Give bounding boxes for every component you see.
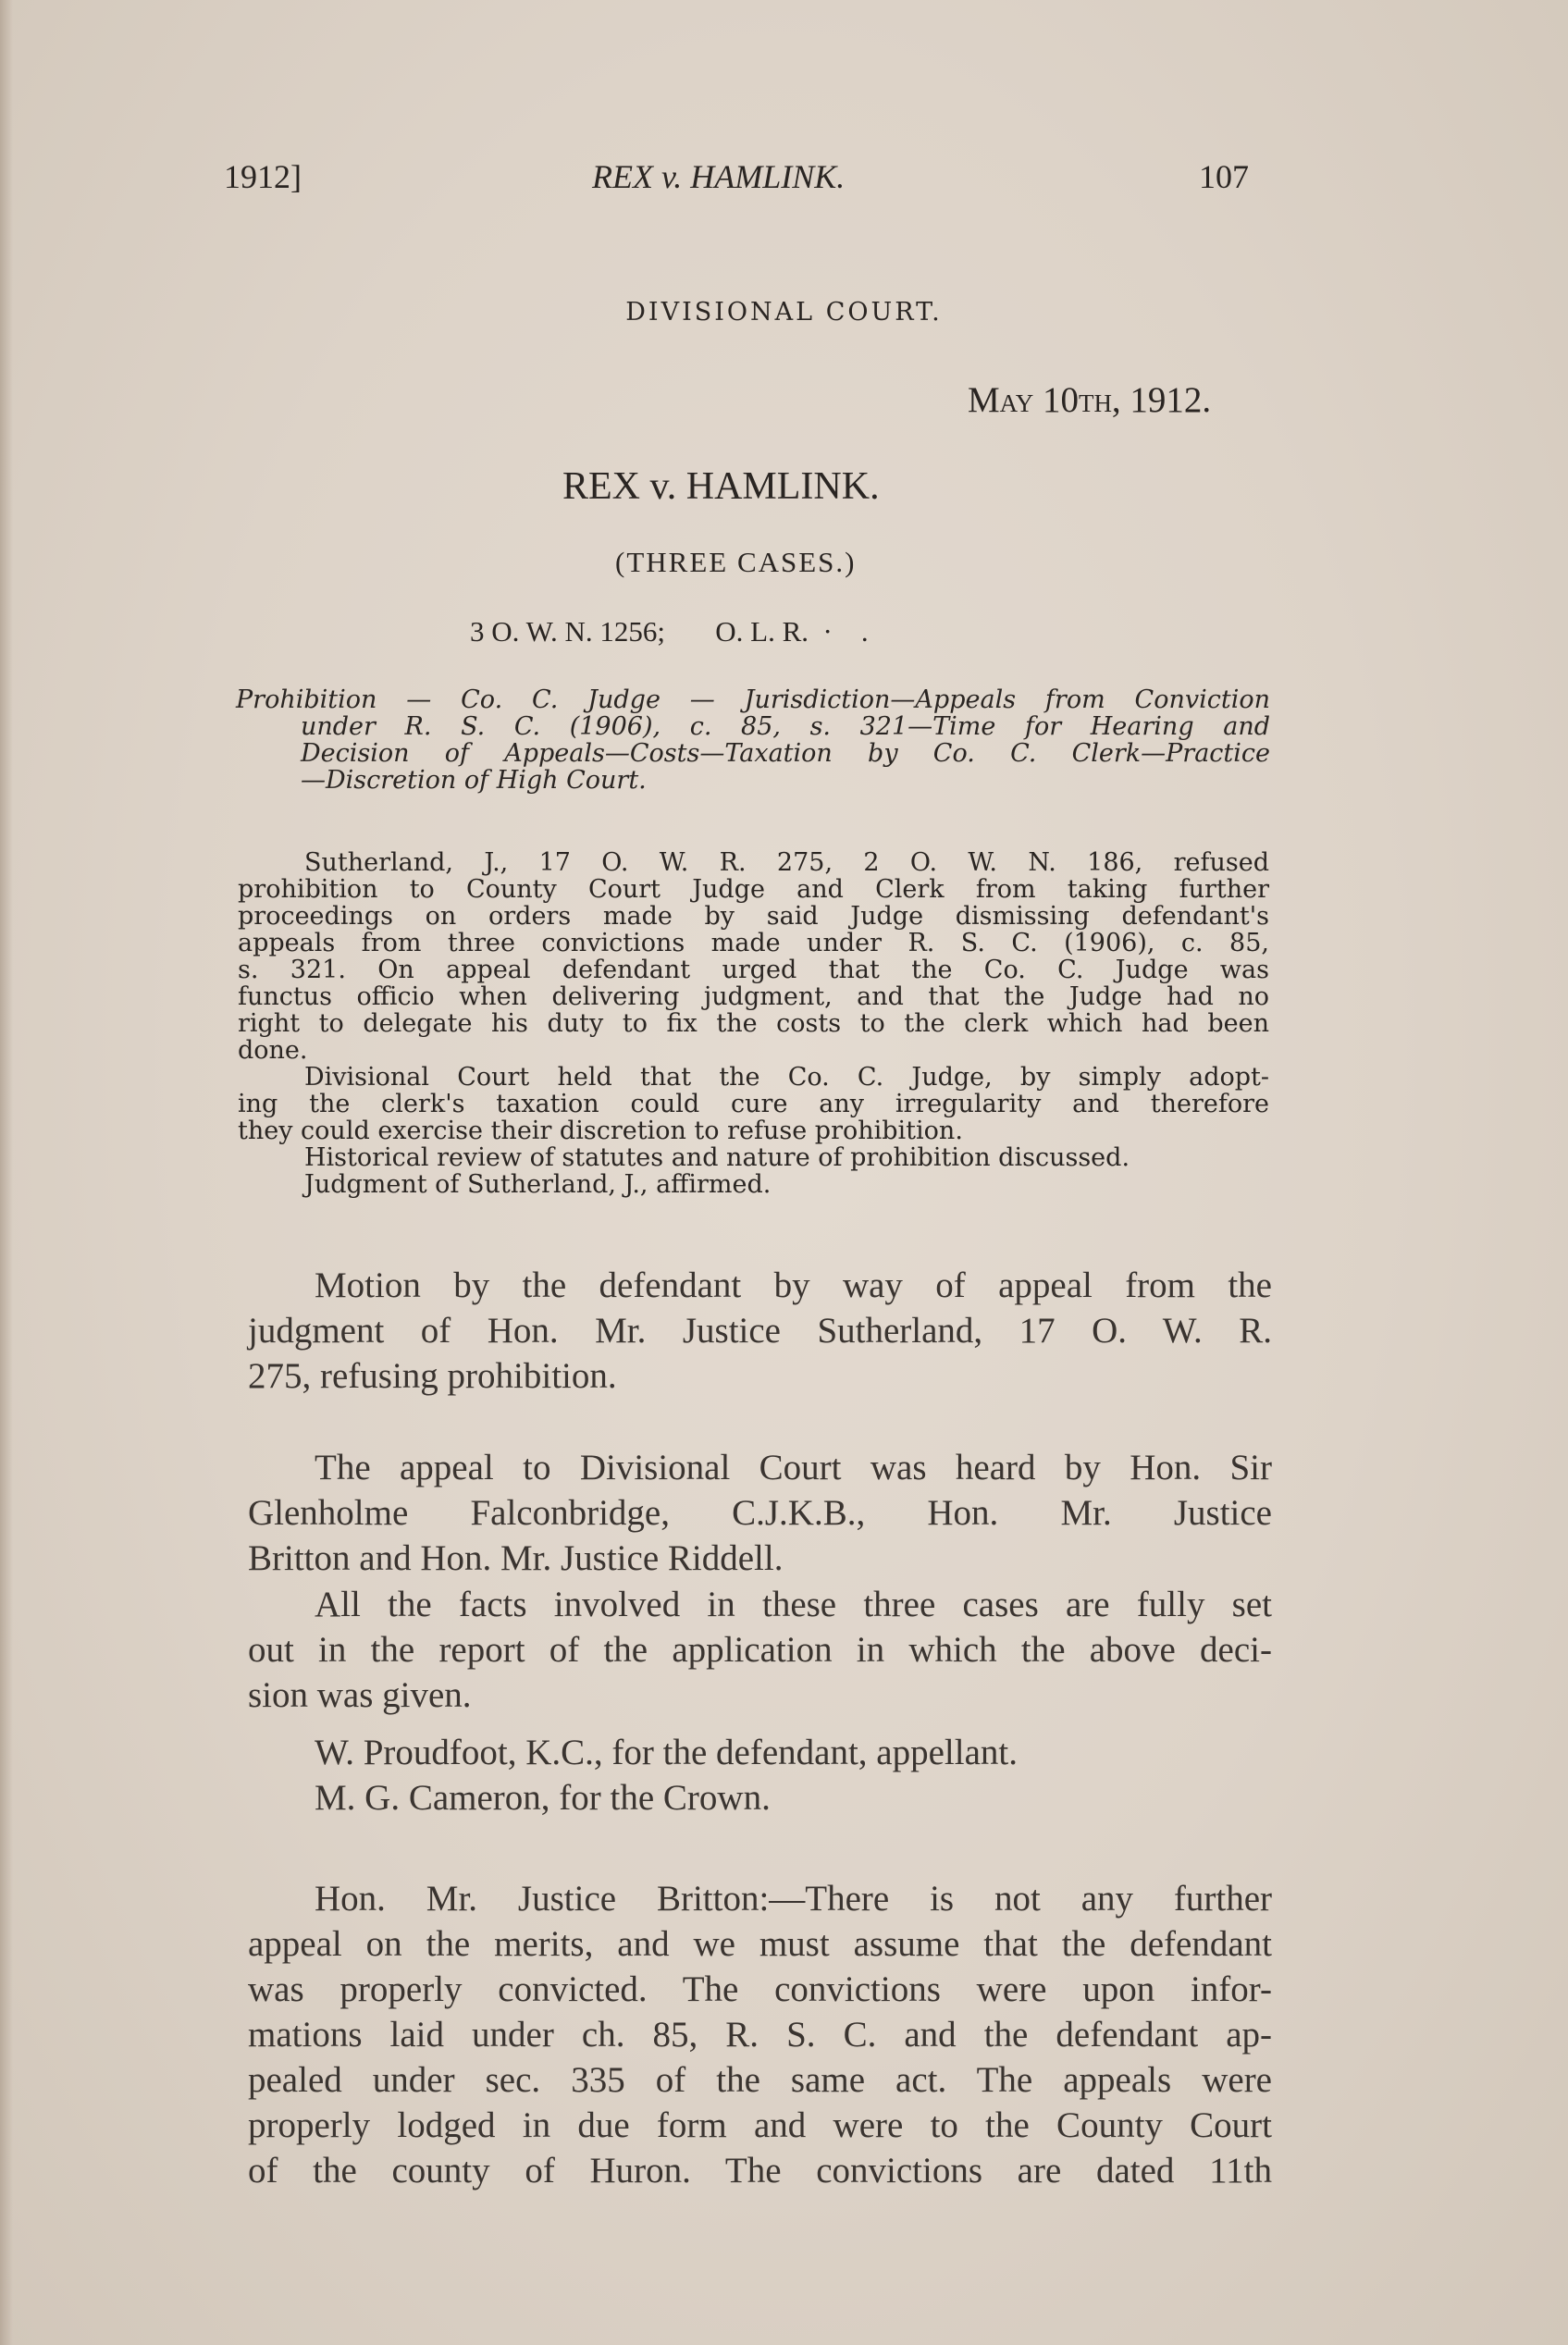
headnote-line: under R. S. C. (1906), c. 85, s. 321—Time for Hearing and [301, 712, 1270, 741]
case-subtitle: (THREE CASES.) [615, 546, 857, 578]
headnote [236, 686, 1270, 794]
summary-line: they could exercise their discretion to refuse prohibition. [238, 1117, 963, 1145]
body-line: mations laid under ch. 85, R. S. C. and the defendant ap- [248, 2015, 1272, 2055]
body-line: pealed under sec. 335 of the same act. The appeals were [248, 2060, 1272, 2100]
counsel-line: M. G. Cameron, for the Crown. [315, 1778, 771, 1818]
body-line: Hon. Mr. Justice Britton:—There is not any further [315, 1879, 1272, 1919]
appeal-paragraph [248, 1445, 1272, 1581]
headnote-line: Prohibition — Co. C. Judge — Jurisdiction—Appeals from Conviction [236, 685, 1270, 714]
citation: 3 O. W. N. 1256; O. L. R. · . [470, 615, 869, 648]
summary-line: Sutherland, J., 17 O. W. R. 275, 2 O. W. N. 186, refused [304, 848, 1269, 877]
summary-line: done. [238, 1036, 308, 1065]
case-title: REX v. HAMLINK. [562, 465, 880, 508]
headnote-line: —Discretion of High Court. [301, 766, 647, 795]
counsel-line: W. Proudfoot, K.C., for the defendant, appellant. [315, 1733, 1018, 1772]
counsel-list [248, 1730, 1272, 1820]
facts-paragraph [248, 1582, 1272, 1718]
summary-line: prohibition to County Court Judge and Clerk from taking further [238, 875, 1269, 904]
case-summary [238, 849, 1269, 1198]
body-line: was properly convicted. The convictions were upon infor- [248, 1969, 1272, 2009]
running-head-title: REX v. HAMLINK. [592, 158, 846, 195]
body-line: The appeal to Divisional Court was heard by Hon. Sir [315, 1448, 1272, 1487]
body-line: Britton and Hon. Mr. Justice Riddell. [248, 1538, 784, 1578]
summary-line: right to delegate his duty to fix the costs to the clerk which had been [238, 1009, 1269, 1038]
body-line: 275, refusing prohibition. [248, 1356, 617, 1396]
body-line: All the facts involved in these three cases are fully set [315, 1585, 1272, 1624]
motion-paragraph [248, 1263, 1272, 1399]
body-line: out in the report of the application in which the above deci- [248, 1630, 1272, 1670]
body-line: appeal on the merits, and we must assume that the defendant [248, 1924, 1272, 1964]
body-line: Glenholme Falconbridge, C.J.K.B., Hon. Mr. Justice [248, 1493, 1272, 1533]
summary-line: s. 321. On appeal defendant urged that the Co. C. Judge was [238, 956, 1269, 984]
running-head-year: 1912] [224, 158, 302, 195]
body-line: Motion by the defendant by way of appeal from the [315, 1265, 1272, 1305]
summary-line: Historical review of statutes and nature of prohibition discussed. [304, 1143, 1130, 1172]
summary-line: appeals from three convictions made under R. S. C. (1906), c. 85, [238, 929, 1269, 957]
summary-line: functus officio when delivering judgment, and that the Judge had no [238, 982, 1269, 1011]
body-line: judgment of Hon. Mr. Justice Sutherland, 17 O. W. R. [248, 1311, 1272, 1351]
headnote-line: Decision of Appeals—Costs—Taxation by Co. C. Clerk—Practice [301, 739, 1270, 768]
summary-line: proceedings on orders made by said Judge dismissing defendant's [238, 902, 1269, 931]
summary-line: Judgment of Sutherland, J., affirmed. [304, 1170, 772, 1199]
body-line: sion was given. [248, 1675, 472, 1715]
body-line: properly lodged in due form and were to the County Court [248, 2105, 1272, 2145]
summary-line: Divisional Court held that the Co. C. Judge, by simply adopt- [304, 1063, 1269, 1092]
judgment-paragraph [248, 1876, 1272, 2193]
body-line: of the county of Huron. The convictions are dated 11th [248, 2151, 1272, 2191]
court-name: DIVISIONAL COURT. [625, 298, 943, 327]
page-number: 107 [1199, 158, 1249, 195]
summary-line: ing the clerk's taxation could cure any irregularity and therefore [238, 1090, 1269, 1118]
decision-date: May 10th, 1912. [968, 380, 1212, 420]
